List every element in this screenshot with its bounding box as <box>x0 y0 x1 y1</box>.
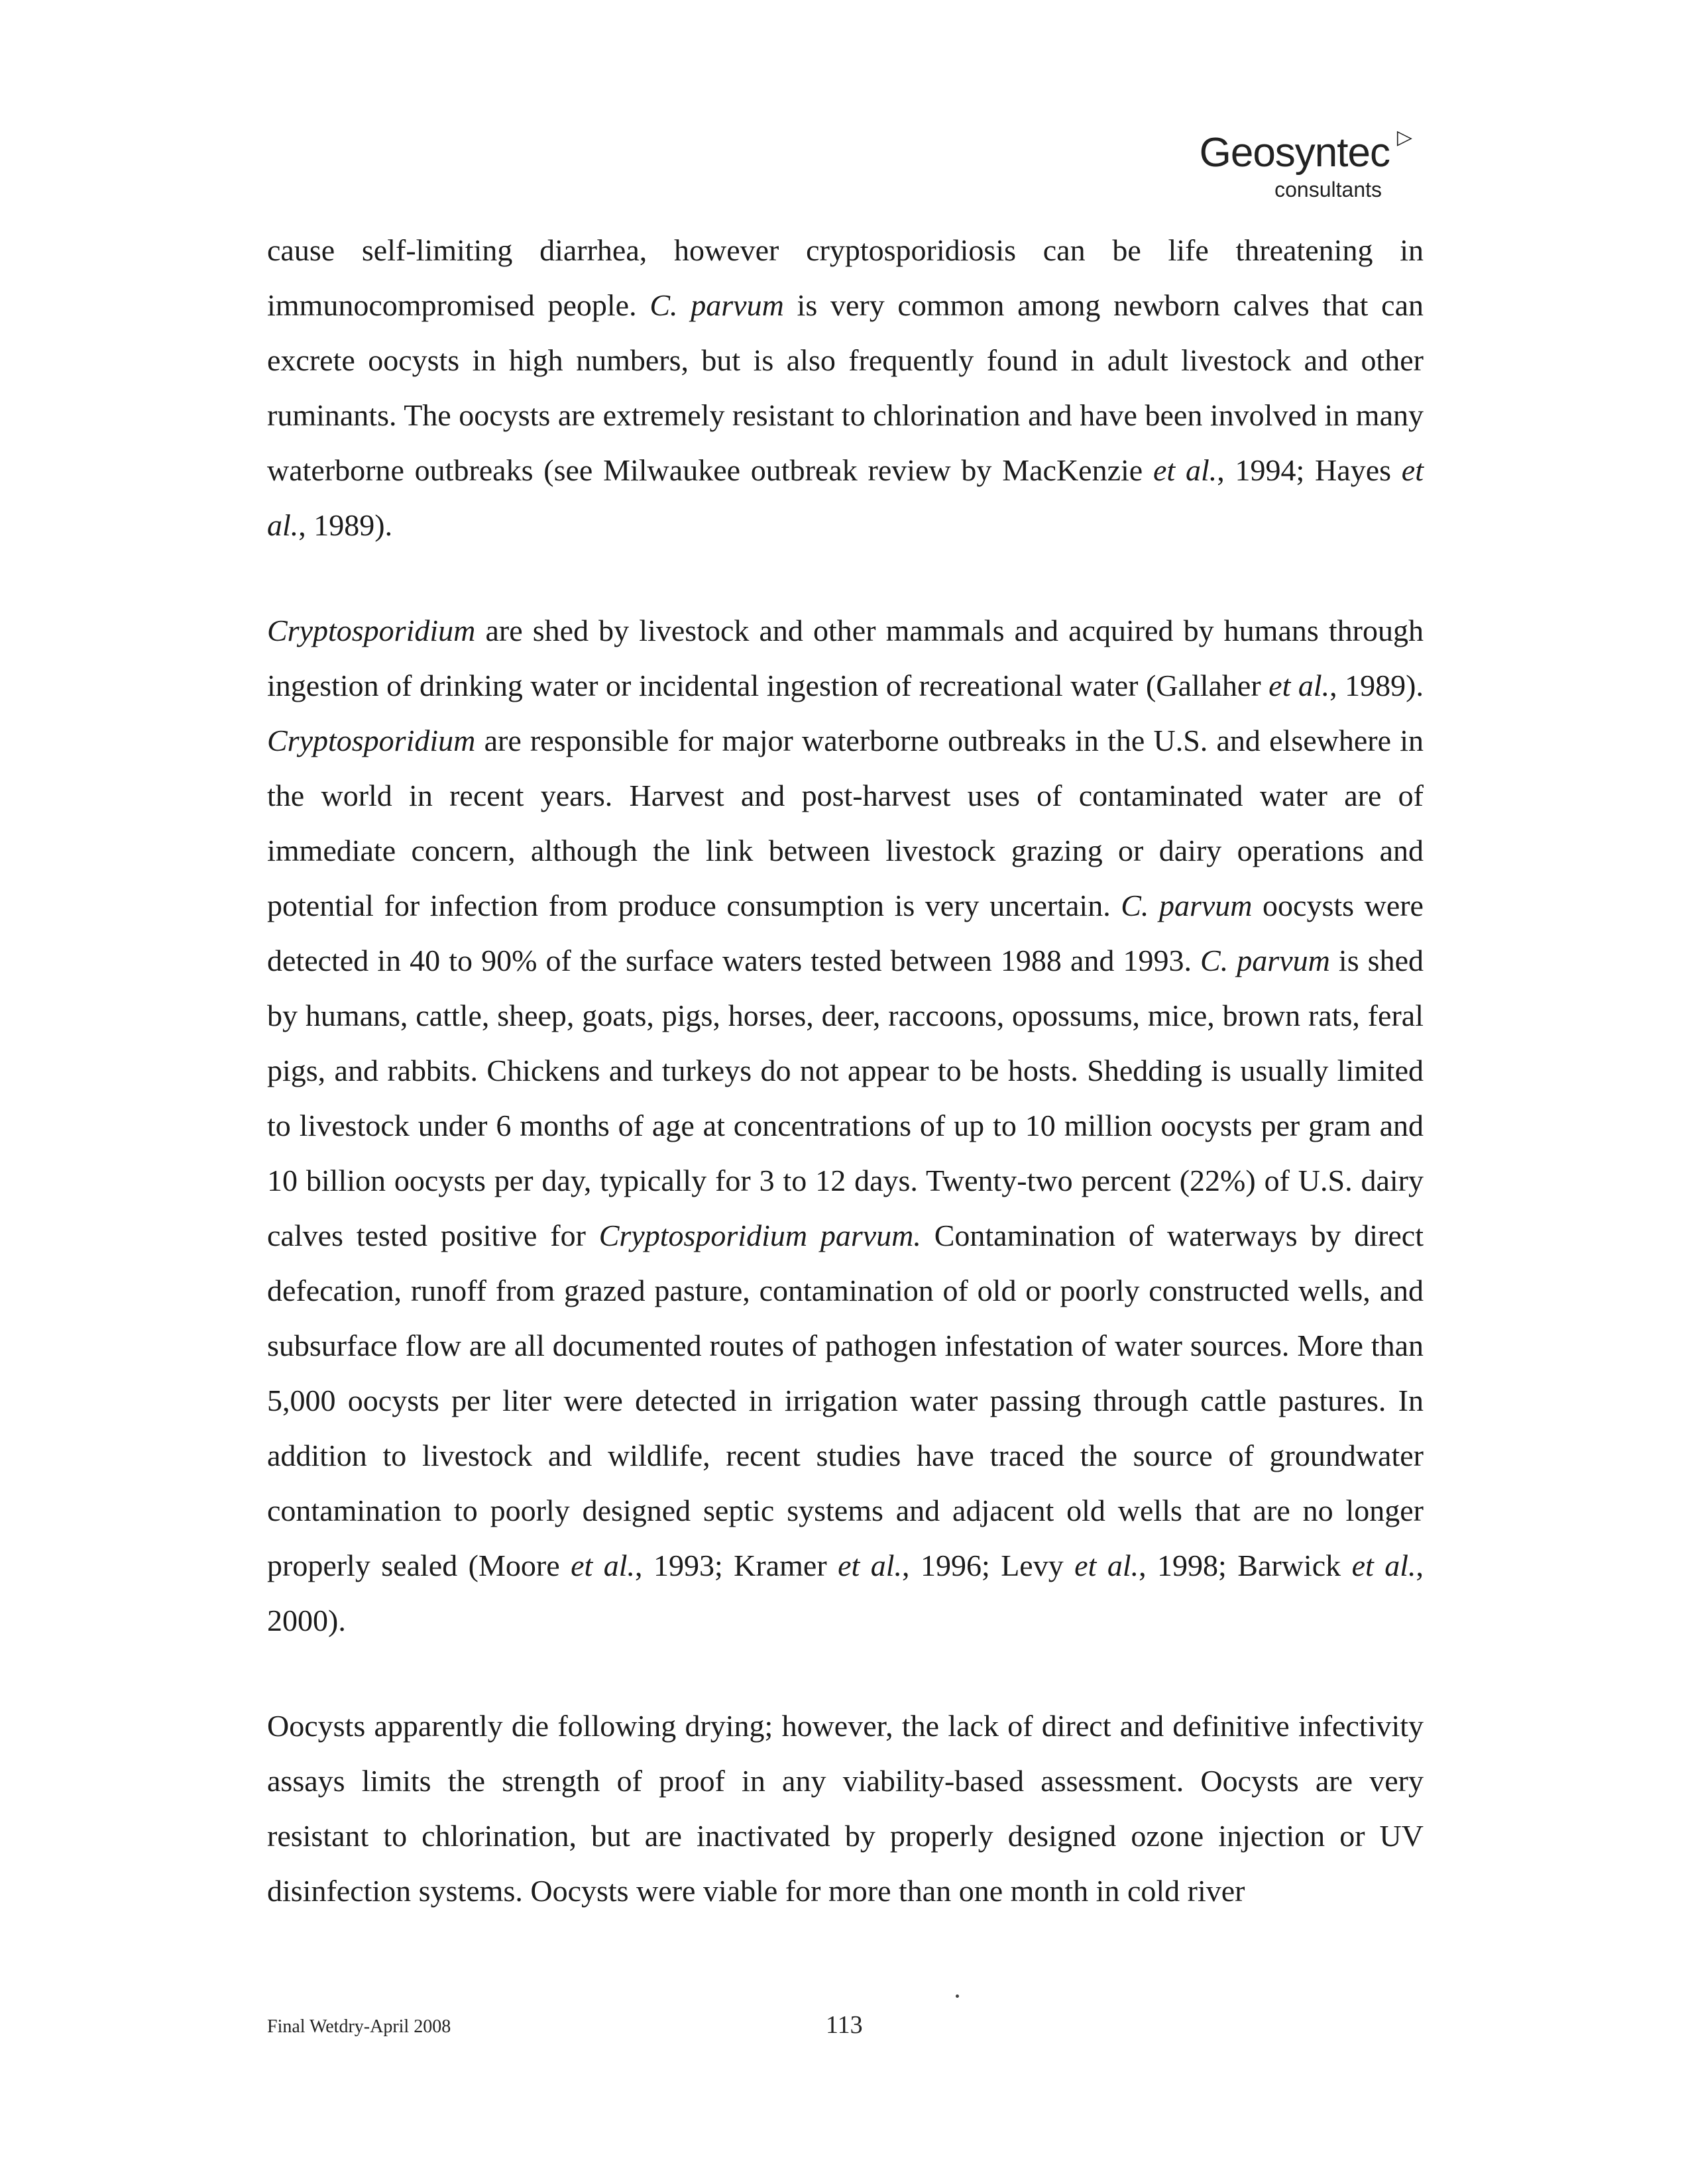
text-run: is very common among newborn calves that can excrete oocysts in high numbers, but is also frequently found in adult livestock and other ruminants. The oocysts are extremely resistant to chlorination and have been involved in many waterborne outbreaks (see Milwaukee outbreak review by MacKenzie <box>267 288 1424 487</box>
text-run: , 2000). <box>267 1549 1424 1637</box>
italic-run: C. parvum <box>649 288 784 322</box>
italic-run: Cryptosporidium <box>267 724 476 757</box>
document-body <box>267 223 1424 1918</box>
text-run: , 1998; Barwick <box>1139 1549 1352 1582</box>
text-run: , 1989). <box>1329 669 1424 702</box>
italic-run: et al. <box>1074 1549 1139 1582</box>
paragraph-1 <box>267 223 1424 553</box>
paragraph-3 <box>267 1698 1424 1918</box>
logo-arrow-icon: ▷ <box>1396 126 1412 149</box>
text-run: are responsible for major waterborne outbreaks in the U.S. and elsewhere in the world in recent years. Harvest and post-harvest uses of contaminated water are of immediate concern, although the link between livestock grazing or dairy operations and potential for infection from produce consumption is very uncertain. <box>267 724 1424 922</box>
italic-run: et al. <box>1268 669 1330 702</box>
text-run: Contamination of waterways by direct defecation, runoff from grazed pasture, contamination of old or poorly constructed wells, and subsurface flow are all documented routes of pathogen infestation of water sources. More than 5,000 oocysts per liter were detected in irrigation water passing through cattle pastures. In addition to livestock and wildlife, recent studies have traced the source of groundwater contamination to poorly designed septic systems and adjacent old wells that are no longer properly sealed (Moore <box>267 1219 1424 1582</box>
italic-run: Cryptosporidium parvum. <box>598 1219 921 1252</box>
text-run: oocysts were detected in 40 to 90% of the surface waters tested between 1988 and 1993. <box>267 889 1424 977</box>
italic-run: Cryptosporidium <box>267 614 476 647</box>
logo-name: Geosyntec <box>1199 130 1390 176</box>
italic-run: et al. <box>1153 453 1217 487</box>
italic-run: et al. <box>571 1549 635 1582</box>
italic-run: et al. <box>1351 1549 1416 1582</box>
company-logo <box>1199 126 1412 201</box>
italic-run: C. parvum <box>1121 889 1253 922</box>
text-run: is shed by humans, cattle, sheep, goats, pigs, horses, deer, raccoons, opossums, mice, brown rats, feral pigs, and rabbits. Chickens and turkeys do not appear to be hosts. Shedding is usually limited to livestock under 6 months of age at concentrations of up to 10 million oocysts per gram and 10 billion oocysts per day, typically for 3 to 12 days. Twenty-two percent (22%) of U.S. dairy calves tested positive for <box>267 944 1424 1252</box>
text-run: , 1989). <box>298 508 393 542</box>
scan-speck <box>956 1994 959 1998</box>
text-run: , 1994; Hayes <box>1217 453 1402 487</box>
paragraph-2 <box>267 603 1424 1648</box>
text-run: Oocysts apparently die following drying; however, the lack of direct and definitive infectivity assays limits the strength of proof in any viability-based assessment. Oocysts are very resistant to chlorination, but are inactivated by properly designed ozone injection or UV disinfection systems. Oocysts were viable for more than one month in cold river <box>267 1709 1424 1908</box>
footer-page-number: 113 <box>826 2011 863 2039</box>
italic-run: et al. <box>838 1549 903 1582</box>
text-run: , 1993; Kramer <box>635 1549 838 1582</box>
italic-run: C. parvum <box>1200 944 1330 977</box>
logo-subtitle: consultants <box>1274 178 1382 201</box>
text-run: , 1996; Levy <box>902 1549 1075 1582</box>
italic-run: et al. <box>267 453 1424 542</box>
text-run: cause self-limiting diarrhea, however cryptosporidiosis can be life threatening in immunocompromised people. <box>267 233 1424 322</box>
text-run: are shed by livestock and other mammals and acquired by humans through ingestion of drinking water or incidental ingestion of recreational water (Gallaher <box>267 614 1424 702</box>
footer-document-label: Final Wetdry-April 2008 <box>267 2016 451 2037</box>
